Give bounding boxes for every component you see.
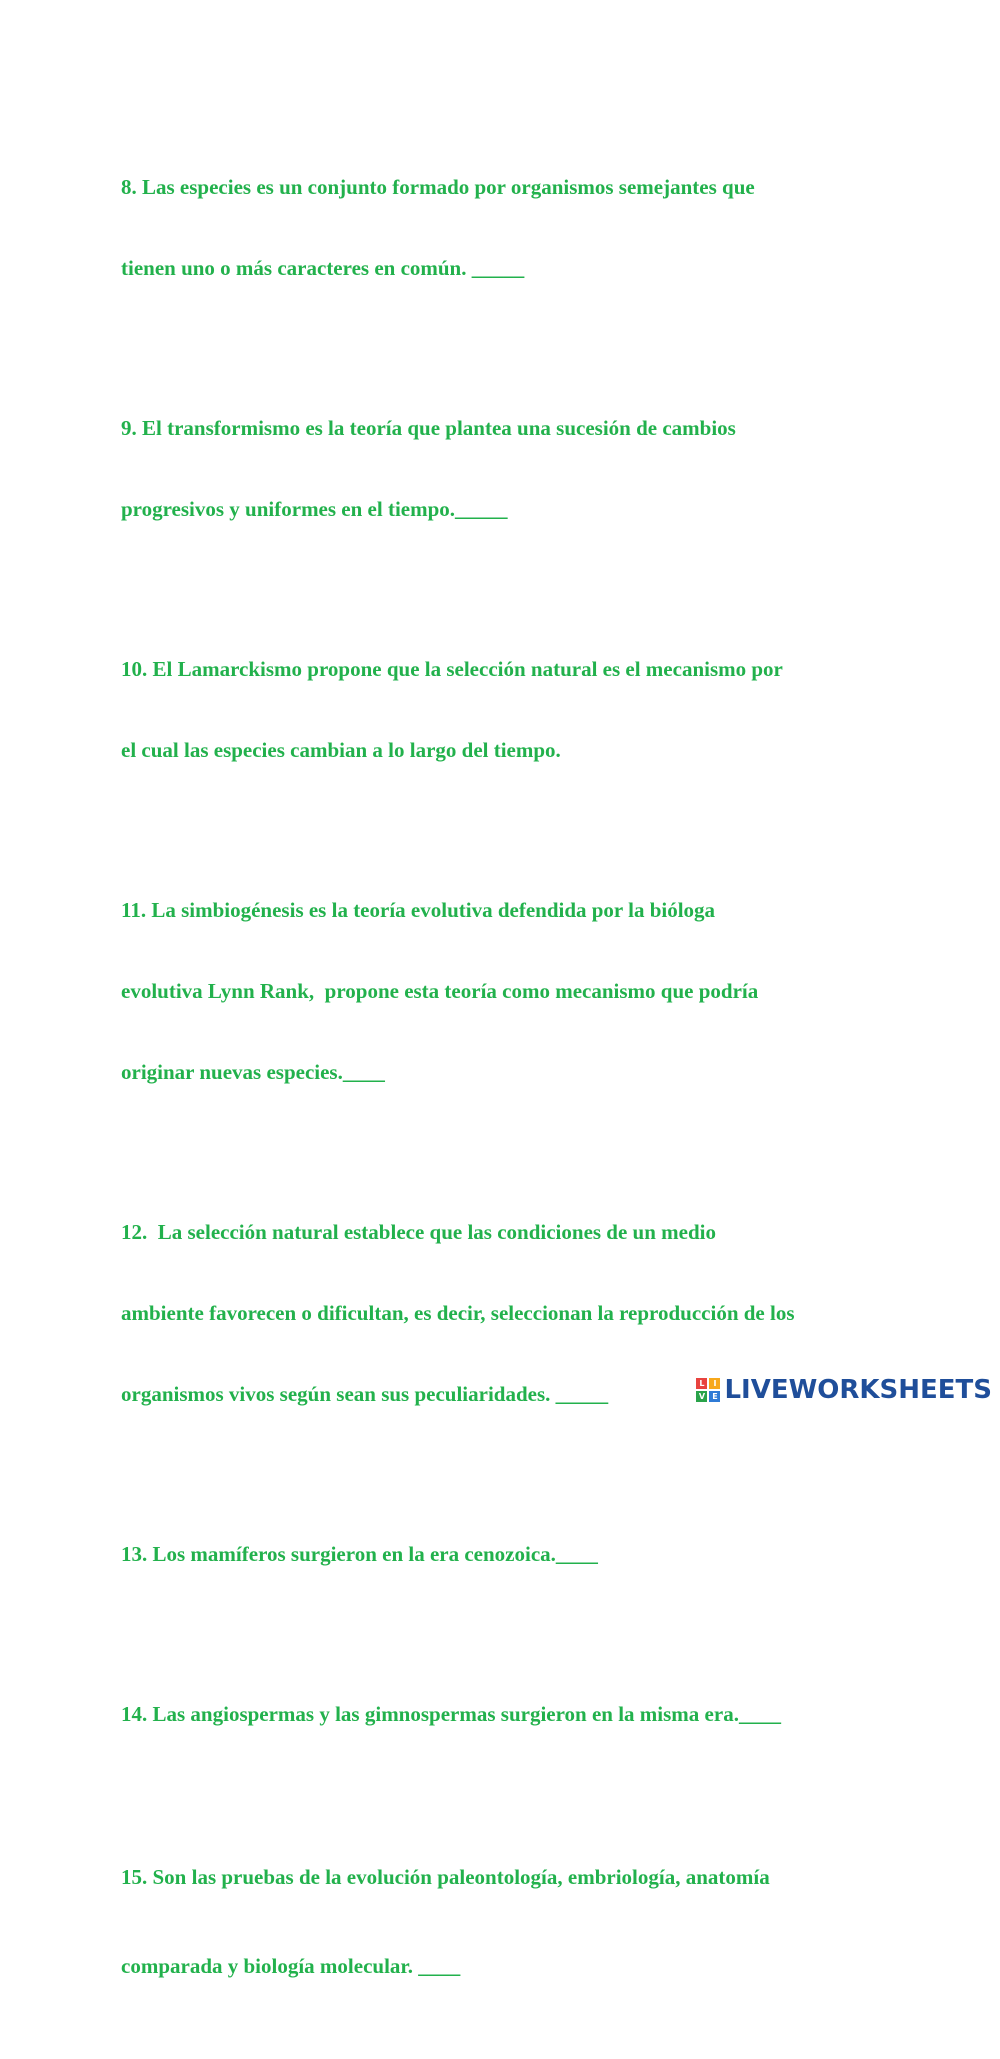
question-11 (121, 843, 891, 1140)
question-8-line-1: 8. Las especies es un conjunto formado por organismos semejantes que (121, 175, 755, 199)
question-15 (121, 1810, 891, 2034)
question-10 (121, 602, 891, 818)
liveworksheets-wordmark: LIVEWORKSHEETS (724, 1375, 992, 1405)
logo-letter-i: I (709, 1378, 720, 1389)
logo-letter-e: E (709, 1391, 720, 1402)
logo-letter-l: L (696, 1378, 707, 1389)
question-9 (121, 361, 891, 577)
question-12 (121, 1165, 891, 1462)
question-9-line-2: progresivos y uniformes en el tiempo._____ (121, 497, 508, 521)
question-15-line-1: 15. Son las pruebas de la evolución paleontología, embriología, anatomía (121, 1865, 770, 1889)
question-12-line-3: organismos vivos según sean sus peculiaridades. _____ (121, 1382, 609, 1406)
question-8-line-2: tienen uno o más caracteres en común. _____ (121, 256, 525, 280)
question-list (121, 120, 891, 2059)
question-15-line-2: comparada y biología molecular. ____ (121, 1954, 461, 1978)
liveworksheets-logo-icon (696, 1378, 720, 1402)
question-14-line-1: 14. Las angiospermas y las gimnospermas surgieron en la misma era.____ (121, 1702, 781, 1726)
question-13-line-1: 13. Los mamíferos surgieron en la era cenozoica.____ (121, 1542, 598, 1566)
logo-letter-v: V (696, 1391, 707, 1402)
question-11-line-3: originar nuevas especies.____ (121, 1060, 385, 1084)
question-9-line-1: 9. El transformismo es la teoría que plantea una sucesión de cambios (121, 416, 736, 440)
question-12-line-2: ambiente favorecen o dificultan, es decir, seleccionan la reproducción de los (121, 1301, 795, 1325)
question-11-line-1: 11. La simbiogénesis es la teoría evolutiva defendida por la bióloga (121, 898, 716, 922)
question-12-line-1: 12. La selección natural establece que las condiciones de un medio (121, 1220, 716, 1244)
question-13 (121, 1487, 891, 1622)
question-11-line-2: evolutiva Lynn Rank, propone esta teoría como mecanismo que podría (121, 979, 759, 1003)
question-10-line-1: 10. El Lamarckismo propone que la selección natural es el mecanismo por (121, 657, 783, 681)
question-10-line-2: el cual las especies cambian a lo largo del tiempo. (121, 738, 561, 762)
question-14 (121, 1647, 891, 1782)
question-8 (121, 120, 891, 336)
liveworksheets-brand (696, 1375, 992, 1405)
